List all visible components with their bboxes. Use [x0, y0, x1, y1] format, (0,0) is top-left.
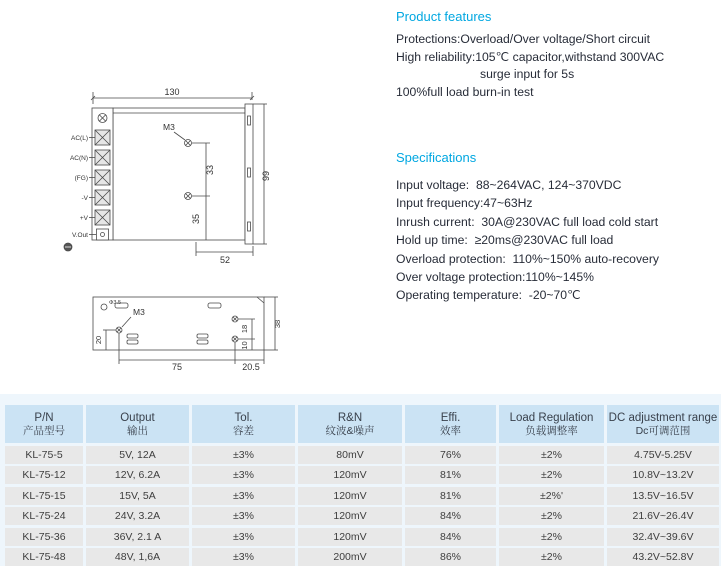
column-header-output [86, 405, 189, 443]
dim-35-label: 35 [191, 213, 201, 225]
table-cell-effi: 86% [405, 548, 496, 566]
table-cell-output: 48V, 1,6A [86, 548, 189, 566]
table-cell-effi: 84% [405, 528, 496, 546]
table-cell-dc-range: 4.75V-5.25V [607, 446, 719, 464]
table-cell-pn: KL-75-12 [5, 466, 83, 484]
column-header-output-zh: 输出 [127, 424, 148, 437]
dim-99 [253, 104, 271, 244]
table-cell-load-reg: ±2% [499, 528, 604, 546]
spec-line: Input voltage: 88~264VAC, 124~370VDC [396, 178, 622, 192]
table-cell-output: 15V, 5A [86, 487, 189, 505]
column-header-tol [192, 405, 295, 443]
dim-52 [196, 242, 253, 265]
column-header-pn-en: P/N [34, 411, 54, 424]
dim-20-5 [235, 360, 264, 372]
spec-line: Over voltage protection:110%~145% [396, 270, 594, 285]
dim-52-label: 52 [219, 255, 231, 265]
psu-right-flange [245, 104, 253, 244]
column-header-rn-en: R&N [337, 411, 363, 424]
table-cell-pn: KL-75-36 [5, 528, 83, 546]
table-cell-tol: ±3% [192, 446, 295, 464]
table-cell-load-reg: ±2%' [499, 487, 604, 505]
table-cell-output: 12V, 6.2A [86, 466, 189, 484]
table-cell-dc-range: 13.5V~16.5V [607, 487, 719, 505]
vadj-terminal [97, 229, 109, 240]
terminal-label-fg: (FG) [74, 175, 88, 182]
column-header-pn-zh: 产品型号 [23, 424, 65, 437]
dim-width-130 [91, 87, 254, 104]
terminal-strip [92, 108, 113, 240]
feature-line: surge input for 5s [480, 67, 575, 82]
column-header-dc-range [607, 405, 719, 443]
terminal-label-acn: AC(N) [69, 155, 88, 162]
terminal-block [95, 130, 110, 225]
spec-line: Inrush current: 30A@230VAC full load cold start [396, 214, 659, 229]
spec-line: Hold up time: ≥20ms@230VAC full load [396, 233, 614, 248]
spec-line: Operating temperature: -20~70℃ [396, 288, 581, 303]
bottom-view-drawing [93, 297, 282, 372]
specifications-section [396, 150, 721, 305]
table-cell-rn: 120mV [298, 487, 402, 505]
dim-75-label: 75 [171, 362, 183, 372]
terminal-labels [64, 135, 96, 251]
column-header-effi [405, 405, 496, 443]
table-cell-effi: 76% [405, 446, 496, 464]
table-cell-rn: 120mV [298, 507, 402, 525]
table-cell-pn: KL-75-15 [5, 487, 83, 505]
table-cell-tol: ±3% [192, 466, 295, 484]
table-cell-tol: ±3% [192, 487, 295, 505]
front-m3-label: M3 [163, 122, 175, 132]
column-header-dc-range-en: DC adjustment range [608, 411, 718, 424]
terminal-label-vout: V.Out [71, 232, 88, 239]
table-cell-dc-range: 43.2V~52.8V [607, 548, 719, 566]
column-header-effi-zh: 效率 [440, 424, 461, 437]
dim-99-label: 99 [261, 170, 271, 182]
column-header-effi-en: Effi. [440, 411, 461, 424]
hole-diameter-label: Φ3.5 [109, 300, 122, 306]
dim-width-label: 130 [164, 87, 180, 97]
table-cell-output: 24V, 3.2A [86, 507, 189, 525]
dim-20-label: 20 [94, 335, 103, 345]
column-header-tol-en: Tol. [234, 411, 253, 424]
table-cell-dc-range: 10.8V~13.2V [607, 466, 719, 484]
table-cell-effi: 81% [405, 466, 496, 484]
table-cell-load-reg: ±2% [499, 548, 604, 566]
column-header-load-reg-en: Load Regulation [509, 411, 594, 424]
table-cell-rn: 120mV [298, 528, 402, 546]
dim-10-label: 10 [240, 341, 249, 350]
product-features-title: Product features [396, 9, 492, 24]
feature-line: 100%full load burn-in test [396, 84, 534, 99]
dim-33-label: 33 [205, 164, 215, 176]
table-cell-pn: KL-75-24 [5, 507, 83, 525]
table-cell-rn: 200mV [298, 548, 402, 566]
feature-line: High reliability:105℃ capacitor,withstand 300VAC [396, 49, 665, 64]
terminal-label-plus-v: +V [79, 215, 88, 222]
column-header-dc-range-zh: Dc可调范围 [635, 424, 691, 437]
table-cell-tol: ±3% [192, 528, 295, 546]
table-cell-tol: ±3% [192, 548, 295, 566]
specifications-title: Specifications [396, 150, 477, 165]
table-cell-effi: 84% [405, 507, 496, 525]
table-cell-dc-range: 21.6V~26.4V [607, 507, 719, 525]
table-cell-effi: 81% [405, 487, 496, 505]
table-cell-rn: 80mV [298, 446, 402, 464]
spec-line: Overload protection: 110%~150% auto-recovery [396, 251, 659, 266]
terminal-label-minus-v: -V [81, 195, 88, 202]
dim-38-label: 38 [273, 319, 282, 329]
table-cell-load-reg: ±2% [499, 446, 604, 464]
table-cell-output: 36V, 2.1 A [86, 528, 189, 546]
front-view-drawing [64, 87, 271, 265]
column-header-load-reg-zh: 负载调整率 [525, 424, 578, 437]
table-cell-load-reg: ±2% [499, 507, 604, 525]
bottom-m3-label: M3 [133, 307, 145, 317]
spec-line: Input frequency:47~63Hz [396, 196, 533, 211]
table-cell-output: 5V, 12A [86, 446, 189, 464]
dim-20-5-label: 20.5 [242, 362, 260, 372]
spec-table [5, 405, 719, 566]
table-cell-rn: 120mV [298, 466, 402, 484]
column-header-pn [5, 405, 83, 443]
feature-line: Protections:Overload/Over voltage/Short circuit [396, 32, 651, 46]
table-cell-pn: KL-75-48 [5, 548, 83, 566]
table-cell-pn: KL-75-5 [5, 446, 83, 464]
product-features-section [396, 9, 721, 101]
table-cell-dc-range: 32.4V~39.6V [607, 528, 719, 546]
column-header-load-reg [499, 405, 604, 443]
column-header-rn-zh: 纹波&噪声 [325, 424, 375, 437]
table-cell-tol: ±3% [192, 507, 295, 525]
table-cell-load-reg: ±2% [499, 466, 604, 484]
psu-case-front [113, 108, 245, 240]
column-header-output-en: Output [120, 411, 155, 424]
dim-38 [264, 297, 282, 350]
column-header-tol-zh: 容差 [233, 424, 254, 437]
column-header-rn [298, 405, 402, 443]
mechanical-drawings [40, 78, 300, 378]
dim-18-label: 18 [240, 324, 249, 334]
terminal-label-acl: AC(L) [71, 135, 88, 142]
